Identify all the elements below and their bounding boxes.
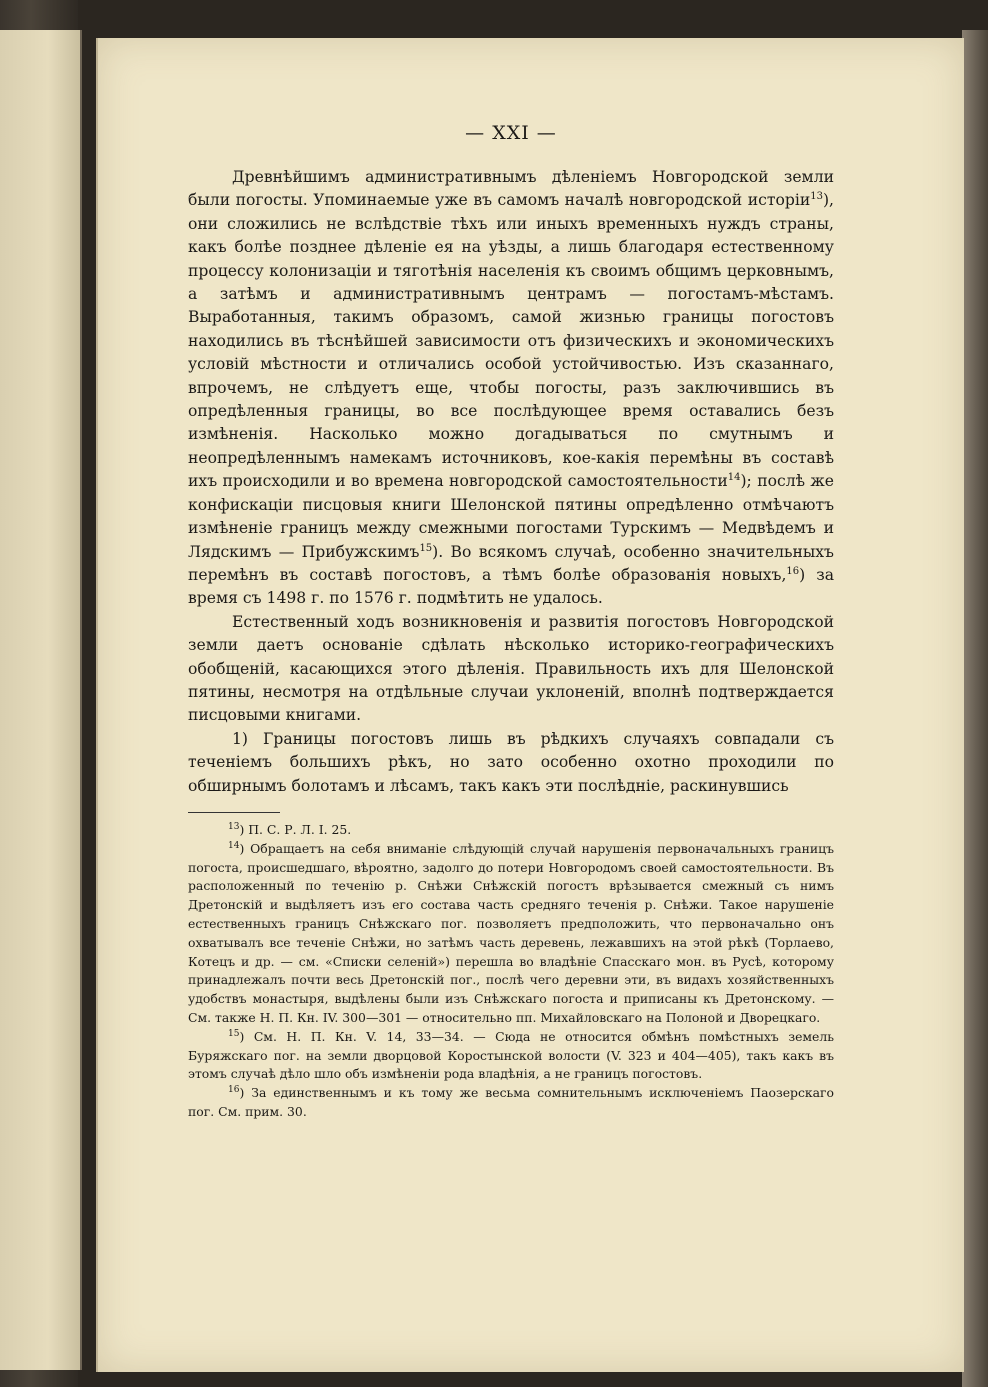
footnote: $^{14}$) Обращаетъ на себя вниманіе слѣдующій случай нарушенія первоначальныхъ границъ погоста, происшедшаго, вѣроятно, задолго до потери Новгородомъ своей самостоятельности. Въ расположенный по теченію р. Снѣжи Снѣжскій погостъ врѣзывается смежный съ нимъ Дретонскій и выдѣляетъ изъ его состава часть средняго теченія р. Снѣжи. Такое нарушеніе естественныхъ границъ Снѣжскаго пог. позволяетъ предположить, что первоначально онъ охватывалъ все теченіе Снѣжи, но затѣмъ часть деревень, лежавшихъ на этой рѣкѣ (Торлаево, Котецъ и др. — см. «Списки селеній») перешла во владѣніе Спасскаго мон. въ Русѣ, которому принадлежалъ почти весь Дретонскій пог., послѣ чего деревни эти, въ видахъ хозяйственныхъ удобствъ монастыря, выдѣлены были изъ Снѣжскаго погоста и приписаны къ Дретонскому. — См. также Н. П. Кн. IV. 300—301 — относительно пп. Михайловскаго на Полоной и Дворецкаго.	[188, 840, 834, 1025]
footnote-mark: 16	[228, 1085, 240, 1095]
footnote: $^{15}$) См. Н. П. Кн. V. 14, 33—34. — Сюда не относится обмѣнъ помѣстныхъ земель Буряжскаго пог. на земли дворцовой Коростынской волости (V. 323 и 404—405), такъ какъ въ этомъ случаѣ дѣло шло объ измѣненіи рода владѣнія, а не границъ погостовъ.	[188, 1028, 834, 1082]
footnote-mark: 14	[228, 840, 240, 851]
paragraph: Естественный ходъ возникновенія и развитія погостовъ Новгородской земли даетъ основаніе сдѣлать нѣсколько историко-географическихъ обобщеній, касающихся этого дѣленія. Правильность ихъ для Шелонской пятины, несмотря на отдѣльные случаи уклоненій, вполнѣ подтверждается писцовыми книгами.	[188, 612, 834, 725]
book-page	[96, 38, 964, 1372]
previous-page-edge	[0, 30, 82, 1370]
footnotes	[188, 821, 834, 1122]
footnote-mark: 13	[228, 821, 240, 832]
footnote: $^{16}$) За единственнымъ и къ тому же весьма сомнительнымъ исключеніемъ Паозерскаго пог. См. прим. 30.	[188, 1085, 834, 1119]
page-number: — XXI —	[465, 122, 557, 144]
paragraph: 1) Границы погостовъ лишь въ рѣдкихъ случаяхъ совпадали съ теченіемъ большихъ рѣкъ, но зато особенно охотно проходили по обширнымъ болотамъ и лѣсамъ, такъ какъ эти послѣдніе, раскинувшись	[188, 729, 834, 795]
footnote-mark: 15	[228, 1028, 240, 1039]
footnote-ref: 15	[419, 542, 433, 554]
footnote-ref: 16	[786, 565, 800, 577]
footnote-ref: 13	[810, 191, 823, 203]
footnote-divider	[188, 812, 280, 813]
paragraph: Древнѣйшимъ административнымъ дѣленіемъ Новгородской земли были погосты. Упоминаемые уже въ самомъ началѣ новгородской исторіи$^{13}$), они сложились не вслѣдствіе тѣхъ или иныхъ временныхъ нуждъ страны, какъ болѣе позднее дѣленіе ея на уѣзды, а лишь благодаря естественному процессу колонизаціи и тяготѣнія населенія къ своимъ общимъ церковнымъ, а затѣмъ и административнымъ центрамъ — погостамъ-мѣстамъ. Выработанныя, такимъ образомъ, самой жизнью границы погостовъ находились въ тѣснѣйшей зависимости отъ физическихъ и экономическихъ условій мѣстности и отличались особой устойчивостью. Изъ сказаннаго, впрочемъ, не слѣдуетъ еще, чтобы погосты, разъ заключившись въ опредѣленныя границы, во все послѣдующее время оставались безъ измѣненія. Насколько можно догадываться по смутнымъ и неопредѣленнымъ намекамъ источниковъ, кое-какія перемѣны въ составѣ ихъ происходили и во времена новгородской самостоятельности$^{14}$); послѣ же конфискаціи писцовыя книги Шелонской пятины опредѣленно отмѣчаютъ измѣненіе границъ между смежными погостами Турскимъ — Медвѣдемъ и Лядскимъ — Прибужскимъ$^{15}$). Во всякомъ случаѣ, особенно значительныхъ перемѣнъ въ составѣ погостовъ, а тѣмъ болѣе образованія новыхъ,$^{16}$) за время съ 1498 г. по 1576 г. подмѣтить не удалось.	[188, 168, 834, 608]
main-text	[188, 166, 834, 798]
footnote-ref: 14	[727, 472, 741, 484]
footnote: $^{13}$) П. С. Р. Л. І. 25.	[228, 821, 352, 837]
book-edge-right	[962, 30, 988, 1387]
page-content	[188, 122, 834, 1122]
